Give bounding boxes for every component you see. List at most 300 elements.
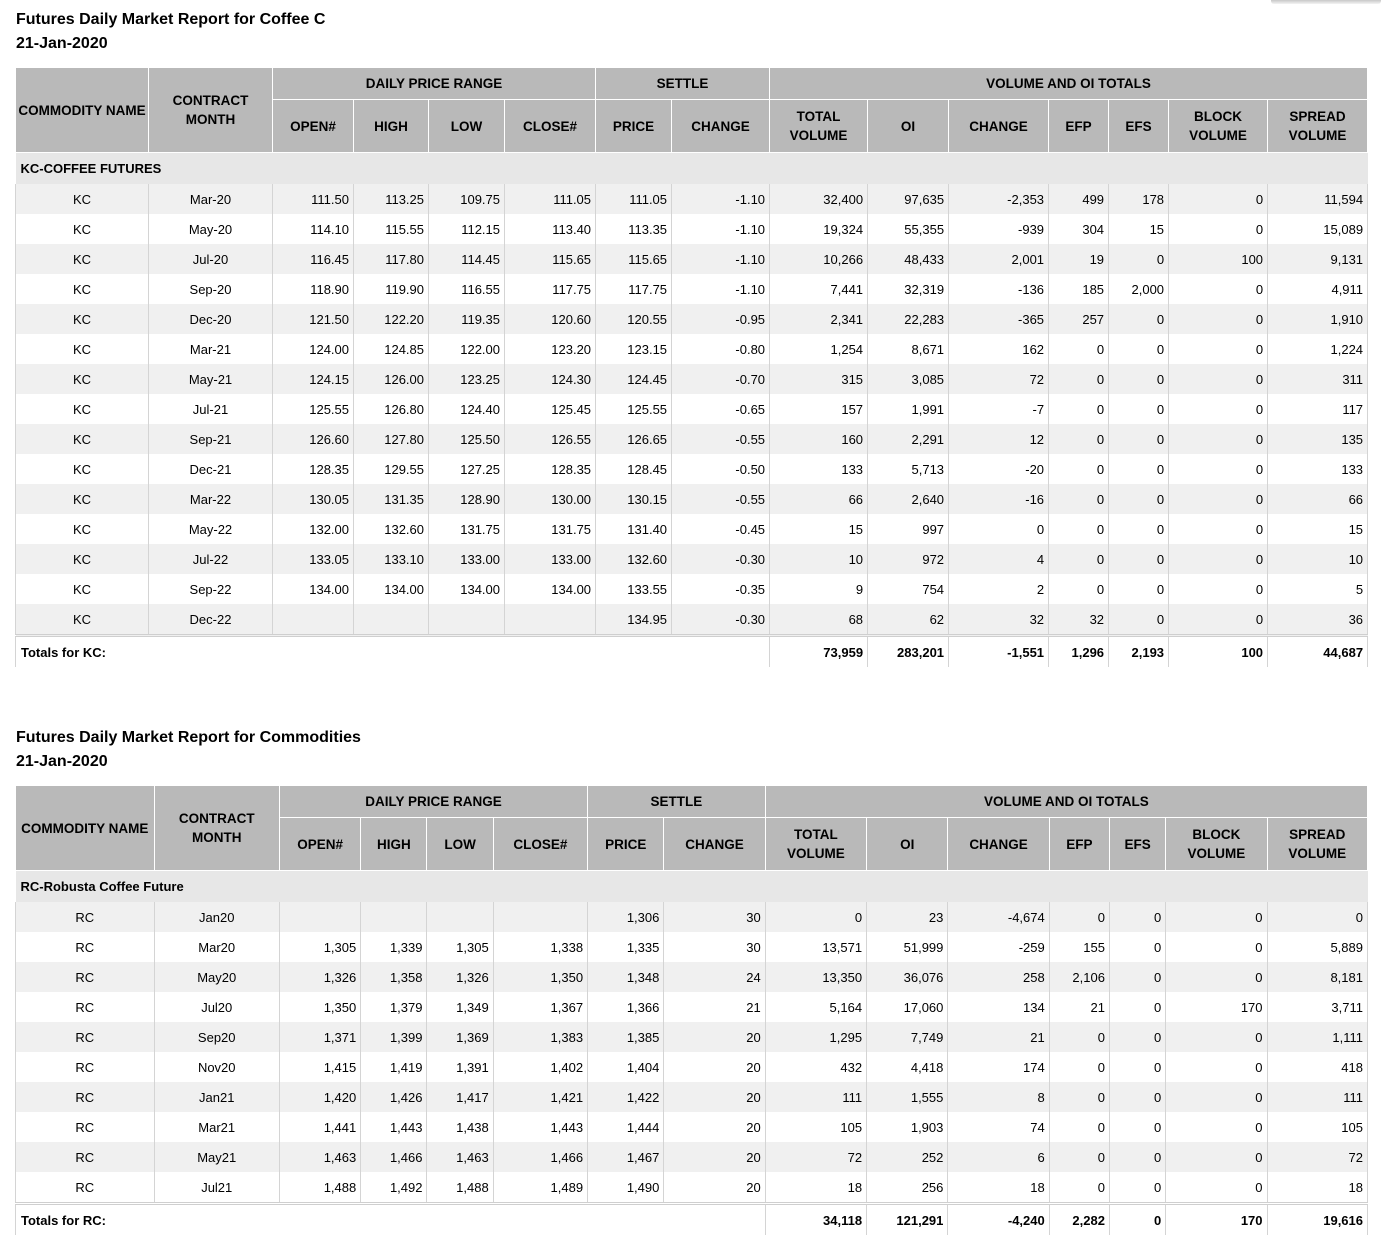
settle-change-cell: 20 [664,1112,765,1142]
contract-month-cell: May20 [154,962,279,992]
total-volume-cell: 1,254 [770,334,868,364]
header-total-volume: TOTAL VOLUME [765,818,866,871]
header-oi-change: CHANGE [949,100,1049,153]
oi-change-cell: -20 [949,454,1049,484]
high-cell [354,604,429,636]
oi-cell: 22,283 [868,304,949,334]
low-cell: 114.45 [429,244,505,274]
total-volume-cell: 72 [765,1142,866,1172]
contract-month-cell: Dec-21 [149,454,273,484]
contract-month-cell: Dec-22 [149,604,273,636]
table-row [16,992,1368,1022]
settle-price-cell: 128.45 [596,454,672,484]
oi-change-cell: -136 [949,274,1049,304]
header-open: OPEN# [273,100,354,153]
header-spread-volume: SPREAD VOLUME [1267,818,1367,871]
oi-cell: 8,671 [868,334,949,364]
table-row [16,1112,1368,1142]
header-high: HIGH [361,818,427,871]
open-cell [273,604,354,636]
oi-cell: 7,749 [867,1022,948,1052]
commodity-name-cell: KC [16,604,149,636]
close-cell: 115.65 [505,244,596,274]
total-total-volume: 34,118 [765,1204,866,1236]
efp-cell: 185 [1049,274,1109,304]
spread-volume-cell: 105 [1267,1112,1367,1142]
header-low: LOW [429,100,505,153]
settle-price-cell: 131.40 [596,514,672,544]
oi-cell: 1,903 [867,1112,948,1142]
efs-cell: 0 [1109,1052,1165,1082]
total-volume-cell: 0 [765,902,866,932]
settle-price-cell: 115.65 [596,244,672,274]
oi-cell: 256 [867,1172,948,1204]
header-open: OPEN# [279,818,360,871]
commodity-name-cell: RC [16,992,155,1022]
oi-cell: 997 [868,514,949,544]
table-row [16,574,1368,604]
open-cell: 121.50 [273,304,354,334]
total-volume-cell: 15 [770,514,868,544]
commodity-name-cell: RC [16,932,155,962]
spread-volume-cell: 0 [1267,902,1367,932]
total-volume-cell: 10 [770,544,868,574]
header-low: LOW [427,818,493,871]
total-volume-cell: 13,571 [765,932,866,962]
efs-cell: 0 [1109,244,1169,274]
open-cell: 116.45 [273,244,354,274]
settle-price-cell: 1,422 [588,1082,664,1112]
total-volume-cell: 1,295 [765,1022,866,1052]
oi-change-cell: 6 [948,1142,1049,1172]
spread-volume-cell: 4,911 [1268,274,1368,304]
close-cell: 128.35 [505,454,596,484]
settle-price-cell: 132.60 [596,544,672,574]
header-settle-change: CHANGE [664,818,765,871]
oi-cell: 23 [867,902,948,932]
block-volume-cell: 0 [1169,424,1268,454]
commodity-name-cell: RC [16,1172,155,1204]
table-row [16,484,1368,514]
close-cell: 125.45 [505,394,596,424]
total-volume-cell: 133 [770,454,868,484]
efs-cell: 0 [1109,932,1165,962]
efp-cell: 21 [1049,992,1109,1022]
high-cell: 132.60 [354,514,429,544]
close-cell: 123.20 [505,334,596,364]
close-cell: 1,443 [493,1112,587,1142]
high-cell: 113.25 [354,184,429,214]
commodity-name-cell: KC [16,514,149,544]
block-volume-cell: 0 [1169,454,1268,484]
close-cell: 1,402 [493,1052,587,1082]
high-cell [361,902,427,932]
efp-cell: 0 [1049,364,1109,394]
oi-change-cell: 12 [949,424,1049,454]
spread-volume-cell: 9,131 [1268,244,1368,274]
low-cell: 1,326 [427,962,493,992]
commodity-name-cell: KC [16,544,149,574]
section-row [16,871,1368,903]
close-cell: 1,367 [493,992,587,1022]
header-settle-price: PRICE [588,818,664,871]
spread-volume-cell: 311 [1268,364,1368,394]
spread-volume-cell: 5 [1268,574,1368,604]
report-title: Futures Daily Market Report for Coffee C [16,11,326,28]
commodity-name-cell: KC [16,244,149,274]
table-row [16,1052,1368,1082]
block-volume-cell: 0 [1169,394,1268,424]
block-volume-cell: 0 [1166,1052,1267,1082]
efs-cell: 0 [1109,334,1169,364]
settle-price-cell: 1,385 [588,1022,664,1052]
settle-price-cell: 1,490 [588,1172,664,1204]
header-commodity-name: COMMODITY NAME [16,786,155,871]
header-close: CLOSE# [493,818,587,871]
totals-row [16,1204,1368,1236]
high-cell: 131.35 [354,484,429,514]
spread-volume-cell: 1,224 [1268,334,1368,364]
contract-month-cell: Sep-20 [149,274,273,304]
contract-month-cell: Jul-22 [149,544,273,574]
header-settle: SETTLE [588,786,766,818]
open-cell: 1,350 [279,992,360,1022]
report-title: Futures Daily Market Report for Commodities [16,729,361,746]
table-row [16,902,1368,932]
open-cell: 132.00 [273,514,354,544]
efp-cell: 0 [1049,1112,1109,1142]
report-date: 21-Jan-2020 [16,753,108,770]
efp-cell: 0 [1049,484,1109,514]
efs-cell: 0 [1109,1082,1165,1112]
oi-cell: 48,433 [868,244,949,274]
block-volume-cell: 0 [1169,274,1268,304]
oi-cell: 5,713 [868,454,949,484]
block-volume-cell: 0 [1169,544,1268,574]
table-row [16,364,1368,394]
open-cell: 1,415 [279,1052,360,1082]
commodity-name-cell: KC [16,214,149,244]
low-cell: 133.00 [429,544,505,574]
header-contract-month: CONTRACT MONTH [149,68,273,153]
efs-cell: 15 [1109,214,1169,244]
low-cell: 123.25 [429,364,505,394]
spread-volume-cell: 117 [1268,394,1368,424]
total-volume-cell: 432 [765,1052,866,1082]
efs-cell: 0 [1109,902,1165,932]
high-cell: 126.00 [354,364,429,394]
low-cell: 1,349 [427,992,493,1022]
oi-cell: 17,060 [867,992,948,1022]
high-cell: 1,492 [361,1172,427,1204]
open-cell: 124.00 [273,334,354,364]
efs-cell: 0 [1109,962,1165,992]
spread-volume-cell: 11,594 [1268,184,1368,214]
open-cell: 134.00 [273,574,354,604]
low-cell: 128.90 [429,484,505,514]
total-volume-cell: 160 [770,424,868,454]
low-cell: 116.55 [429,274,505,304]
open-cell: 118.90 [273,274,354,304]
open-cell: 1,420 [279,1082,360,1112]
section-label: KC-COFFEE FUTURES [16,153,1368,185]
oi-cell: 2,291 [868,424,949,454]
commodity-name-cell: KC [16,394,149,424]
contract-month-cell: Mar-20 [149,184,273,214]
open-cell [279,902,360,932]
window-edge-shadow [1271,0,1381,4]
high-cell: 1,419 [361,1052,427,1082]
header-group-row [16,786,1368,818]
block-volume-cell: 0 [1169,604,1268,636]
efs-cell: 0 [1109,454,1169,484]
oi-change-cell: -7 [949,394,1049,424]
efp-cell: 155 [1049,932,1109,962]
settle-change-cell: 20 [664,1052,765,1082]
block-volume-cell: 0 [1169,184,1268,214]
oi-change-cell: 258 [948,962,1049,992]
block-volume-cell: 100 [1169,244,1268,274]
efs-cell: 0 [1109,574,1169,604]
spread-volume-cell: 72 [1267,1142,1367,1172]
spread-volume-cell: 111 [1267,1082,1367,1112]
total-volume-cell: 13,350 [765,962,866,992]
table-row [16,962,1368,992]
close-cell: 1,350 [493,962,587,992]
open-cell: 1,488 [279,1172,360,1204]
settle-price-cell: 130.15 [596,484,672,514]
oi-change-cell: -939 [949,214,1049,244]
settle-change-cell: -1.10 [672,274,770,304]
close-cell [505,604,596,636]
settle-price-cell: 133.55 [596,574,672,604]
close-cell: 126.55 [505,424,596,454]
settle-change-cell: -1.10 [672,244,770,274]
oi-cell: 2,640 [868,484,949,514]
efp-cell: 499 [1049,184,1109,214]
close-cell: 124.30 [505,364,596,394]
efp-cell: 0 [1049,902,1109,932]
oi-change-cell: 2 [949,574,1049,604]
settle-change-cell: -0.30 [672,544,770,574]
contract-month-cell: Jan21 [154,1082,279,1112]
low-cell: 1,438 [427,1112,493,1142]
block-volume-cell: 0 [1166,1142,1267,1172]
close-cell: 120.60 [505,304,596,334]
total-volume-cell: 2,341 [770,304,868,334]
settle-price-cell: 1,444 [588,1112,664,1142]
low-cell: 1,463 [427,1142,493,1172]
high-cell: 1,443 [361,1112,427,1142]
settle-change-cell: -0.80 [672,334,770,364]
oi-cell: 754 [868,574,949,604]
high-cell: 127.80 [354,424,429,454]
header-block-volume: BLOCK VOLUME [1169,100,1268,153]
low-cell: 127.25 [429,454,505,484]
close-cell: 113.40 [505,214,596,244]
open-cell: 1,326 [279,962,360,992]
commodity-name-cell: KC [16,484,149,514]
table-row [16,514,1368,544]
close-cell: 1,421 [493,1082,587,1112]
total-block-volume: 170 [1166,1204,1267,1236]
header-spread-volume: SPREAD VOLUME [1268,100,1368,153]
block-volume-cell: 0 [1166,1112,1267,1142]
close-cell: 117.75 [505,274,596,304]
total-volume-cell: 7,441 [770,274,868,304]
total-volume-cell: 10,266 [770,244,868,274]
high-cell: 119.90 [354,274,429,304]
settle-price-cell: 124.45 [596,364,672,394]
table-row [16,1082,1368,1112]
efs-cell: 0 [1109,304,1169,334]
header-contract-month: CONTRACT MONTH [154,786,279,871]
settle-change-cell: 30 [664,932,765,962]
oi-cell: 252 [867,1142,948,1172]
table-row [16,1172,1368,1204]
total-oi: 121,291 [867,1204,948,1236]
oi-change-cell: 4 [949,544,1049,574]
settle-change-cell: -0.70 [672,364,770,394]
oi-cell: 97,635 [868,184,949,214]
total-volume-cell: 157 [770,394,868,424]
commodity-name-cell: KC [16,424,149,454]
table-row [16,604,1368,636]
low-cell: 1,391 [427,1052,493,1082]
table-row [16,334,1368,364]
totals-row [16,636,1368,668]
oi-change-cell: -16 [949,484,1049,514]
block-volume-cell: 0 [1166,1082,1267,1112]
spread-volume-cell: 15 [1268,514,1368,544]
low-cell: 131.75 [429,514,505,544]
table-row [16,304,1368,334]
efs-cell: 0 [1109,544,1169,574]
settle-price-cell: 1,404 [588,1052,664,1082]
contract-month-cell: Jan20 [154,902,279,932]
settle-price-cell: 111.05 [596,184,672,214]
close-cell: 131.75 [505,514,596,544]
close-cell: 1,489 [493,1172,587,1204]
header-settle-change: CHANGE [672,100,770,153]
efs-cell: 0 [1109,364,1169,394]
contract-month-cell: Jul-21 [149,394,273,424]
table-row [16,1142,1368,1172]
efp-cell: 32 [1049,604,1109,636]
efp-cell: 0 [1049,514,1109,544]
header-commodity-name: COMMODITY NAME [16,68,149,153]
total-oi-change: -1,551 [949,636,1049,668]
open-cell: 1,463 [279,1142,360,1172]
oi-change-cell: 74 [948,1112,1049,1142]
contract-month-cell: Sep-22 [149,574,273,604]
oi-change-cell: 32 [949,604,1049,636]
commodity-name-cell: RC [16,1112,155,1142]
oi-change-cell: 72 [949,364,1049,394]
header-high: HIGH [354,100,429,153]
settle-price-cell: 113.35 [596,214,672,244]
total-volume-cell: 111 [765,1082,866,1112]
low-cell: 1,417 [427,1082,493,1112]
efp-cell: 0 [1049,334,1109,364]
total-total-volume: 73,959 [770,636,868,668]
settle-price-cell: 1,366 [588,992,664,1022]
low-cell: 119.35 [429,304,505,334]
low-cell: 125.50 [429,424,505,454]
header-efp: EFP [1049,100,1109,153]
settle-change-cell: -0.30 [672,604,770,636]
settle-price-cell: 1,467 [588,1142,664,1172]
oi-cell: 3,085 [868,364,949,394]
total-volume-cell: 32,400 [770,184,868,214]
efs-cell: 0 [1109,604,1169,636]
open-cell: 128.35 [273,454,354,484]
settle-change-cell: -0.95 [672,304,770,334]
block-volume-cell: 0 [1169,364,1268,394]
contract-month-cell: May21 [154,1142,279,1172]
settle-change-cell: 20 [664,1172,765,1204]
close-cell: 111.05 [505,184,596,214]
efs-cell: 0 [1109,992,1165,1022]
settle-price-cell: 1,348 [588,962,664,992]
contract-month-cell: Nov20 [154,1052,279,1082]
commodity-name-cell: KC [16,184,149,214]
section-row [16,153,1368,185]
settle-price-cell: 120.55 [596,304,672,334]
header-block-volume: BLOCK VOLUME [1166,818,1267,871]
table-row [16,454,1368,484]
settle-change-cell: -0.45 [672,514,770,544]
open-cell: 1,371 [279,1022,360,1052]
market-table [15,785,1368,1235]
efp-cell: 0 [1049,574,1109,604]
efs-cell: 0 [1109,1022,1165,1052]
header-oi-change: CHANGE [948,818,1049,871]
contract-month-cell: May-20 [149,214,273,244]
efp-cell: 0 [1049,1082,1109,1112]
spread-volume-cell: 5,889 [1267,932,1367,962]
low-cell: 1,369 [427,1022,493,1052]
total-volume-cell: 18 [765,1172,866,1204]
oi-change-cell: -2,353 [949,184,1049,214]
oi-cell: 4,418 [867,1052,948,1082]
efs-cell: 2,000 [1109,274,1169,304]
block-volume-cell: 0 [1169,514,1268,544]
close-cell: 130.00 [505,484,596,514]
efs-cell: 0 [1109,424,1169,454]
high-cell: 115.55 [354,214,429,244]
open-cell: 124.15 [273,364,354,394]
oi-change-cell: 21 [948,1022,1049,1052]
oi-cell: 51,999 [867,932,948,962]
block-volume-cell: 0 [1169,214,1268,244]
settle-change-cell: 20 [664,1082,765,1112]
settle-change-cell: 21 [664,992,765,1022]
high-cell: 1,426 [361,1082,427,1112]
open-cell: 114.10 [273,214,354,244]
high-cell: 124.85 [354,334,429,364]
spread-volume-cell: 36 [1268,604,1368,636]
efp-cell: 0 [1049,1022,1109,1052]
oi-change-cell: 18 [948,1172,1049,1204]
settle-change-cell: -1.10 [672,184,770,214]
commodity-name-cell: RC [16,1142,155,1172]
table-row [16,244,1368,274]
header-settle: SETTLE [596,68,770,100]
settle-price-cell: 1,306 [588,902,664,932]
commodity-name-cell: KC [16,454,149,484]
efp-cell: 19 [1049,244,1109,274]
